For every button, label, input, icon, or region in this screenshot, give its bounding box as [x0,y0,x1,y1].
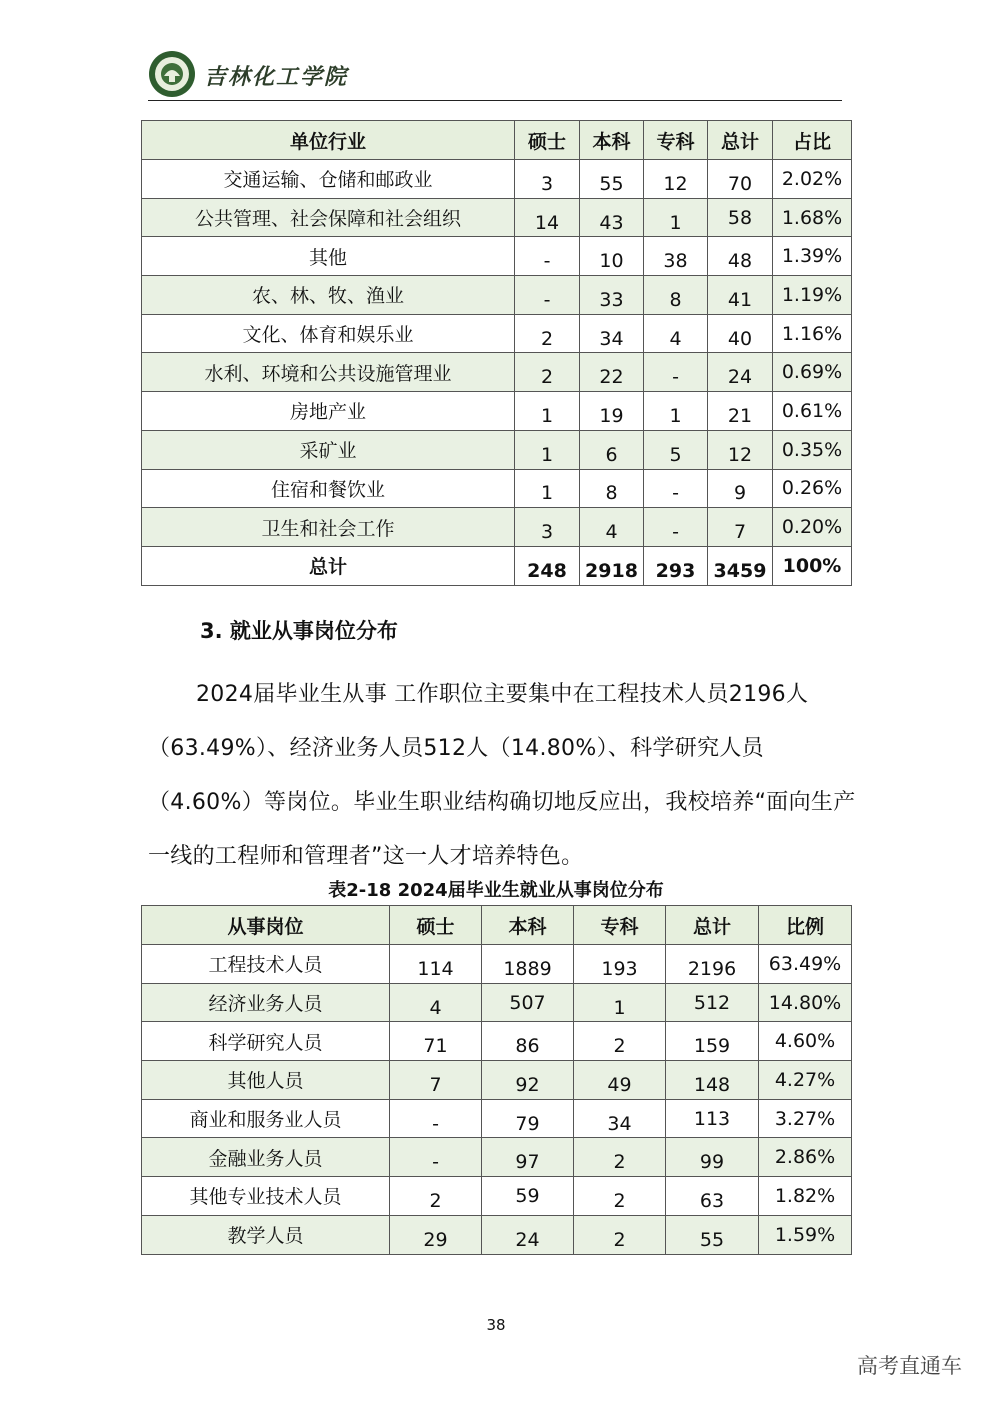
industry-cell: 采矿业 [142,430,515,469]
total-cell: 148 [666,1061,759,1100]
table-caption: 表2-18 2024届毕业生就业从事岗位分布 [328,880,664,901]
college-cell: 2 [574,1215,666,1254]
industry-cell: 水利、环境和公共设施管理业 [142,353,515,392]
table-row [142,314,852,353]
position-cell: 金融业务人员 [142,1138,390,1177]
college-cell: 1 [574,983,666,1022]
bachelor-cell: 86 [482,1022,574,1061]
col-header-industry: 单位行业 [142,121,515,160]
position-table [141,905,852,1255]
total-cell: 24 [708,353,773,392]
college-cell: 5 [644,430,708,469]
ratio-cell: 4.60% [759,1022,852,1061]
col-header-ratio: 比例 [759,906,852,945]
col-header-master: 硕士 [515,121,580,160]
industry-cell: 文化、体育和娱乐业 [142,314,515,353]
table-row [142,1061,852,1100]
body-paragraph: 2024届毕业生从事 工作职位主要集中在工程技术人员2196人（63.49%）、经济业务人员512人（14.80%）、科学研究人员（4.60%）等岗位。毕业生职业结构确切地反应出，我校培养“面向生产一线的工程师和管理者”这一人才培养特色。 [148,682,856,869]
table-header-row [142,121,852,160]
college-cell: 4 [644,314,708,353]
total-cell: 70 [708,160,773,199]
industry-cell: 卫生和社会工作 [142,508,515,547]
total-label: 总计 [142,546,515,585]
school-logo-icon [148,50,196,98]
table-row [142,1138,852,1177]
position-cell: 其他人员 [142,1061,390,1100]
col-header-bachelor: 本科 [580,121,644,160]
bachelor-cell: 34 [580,314,644,353]
ratio-cell: 1.39% [773,237,852,276]
bachelor-cell: 6 [580,430,644,469]
industry-table [141,120,852,586]
table-row [142,1177,852,1216]
bachelor-cell: 55 [580,160,644,199]
page-header [148,44,842,101]
master-cell: 29 [390,1215,482,1254]
bachelor-cell: 79 [482,1099,574,1138]
bachelor-cell: 22 [580,353,644,392]
total-cell: 159 [666,1022,759,1061]
bachelor-total: 2918 [580,546,644,585]
master-cell: - [515,276,580,315]
grand-total: 3459 [708,546,773,585]
total-cell: 2196 [666,945,759,984]
master-cell: 114 [390,945,482,984]
position-cell: 教学人员 [142,1215,390,1254]
ratio-cell: 4.27% [759,1061,852,1100]
college-cell: 38 [644,237,708,276]
bachelor-cell: 1889 [482,945,574,984]
college-cell: - [644,469,708,508]
table-row [142,237,852,276]
bachelor-cell: 24 [482,1215,574,1254]
position-cell: 其他专业技术人员 [142,1177,390,1216]
table-row [142,198,852,237]
master-cell: - [390,1099,482,1138]
table-row [142,1215,852,1254]
master-cell: 7 [390,1061,482,1100]
bachelor-cell: 92 [482,1061,574,1100]
total-cell: 7 [708,508,773,547]
table-header-row [142,906,852,945]
total-cell: 21 [708,392,773,431]
page-number: 38 [486,1316,506,1334]
master-cell: 2 [515,314,580,353]
master-cell: - [515,237,580,276]
col-header-master: 硕士 [390,906,482,945]
college-cell: 2 [574,1177,666,1216]
school-name: 吉林化工学院 [204,64,349,90]
ratio-cell: 1.68% [773,198,852,237]
master-cell: 14 [515,198,580,237]
position-cell: 经济业务人员 [142,983,390,1022]
ratio-total: 100% [773,546,852,585]
table-row [142,508,852,547]
total-cell: 12 [708,430,773,469]
ratio-cell: 0.69% [773,353,852,392]
college-cell: 1 [644,392,708,431]
col-header-college: 专科 [574,906,666,945]
ratio-cell: 2.02% [773,160,852,199]
total-cell: 63 [666,1177,759,1216]
master-cell: 1 [515,469,580,508]
master-cell: 1 [515,430,580,469]
master-cell: 4 [390,983,482,1022]
bachelor-cell: 4 [580,508,644,547]
total-cell: 9 [708,469,773,508]
college-cell: 34 [574,1099,666,1138]
ratio-cell: 1.82% [759,1177,852,1216]
college-total: 293 [644,546,708,585]
ratio-cell: 3.27% [759,1099,852,1138]
position-cell: 科学研究人员 [142,1022,390,1061]
col-header-total: 总计 [666,906,759,945]
bachelor-cell: 507 [482,983,574,1022]
col-header-ratio: 占比 [773,121,852,160]
total-cell: 58 [708,198,773,237]
master-total: 248 [515,546,580,585]
ratio-cell: 2.86% [759,1138,852,1177]
total-cell: 512 [666,983,759,1022]
table-row [142,1099,852,1138]
industry-cell: 其他 [142,237,515,276]
section-heading: 3. 就业从事岗位分布 [200,619,398,643]
table-row [142,1022,852,1061]
table-row [142,430,852,469]
position-cell: 商业和服务业人员 [142,1099,390,1138]
ratio-cell: 0.35% [773,430,852,469]
col-header-position: 从事岗位 [142,906,390,945]
col-header-total: 总计 [708,121,773,160]
college-cell: 49 [574,1061,666,1100]
college-cell: 193 [574,945,666,984]
industry-cell: 农、林、牧、渔业 [142,276,515,315]
bachelor-cell: 43 [580,198,644,237]
total-cell: 55 [666,1215,759,1254]
college-cell: - [644,353,708,392]
college-cell: 2 [574,1138,666,1177]
table-row [142,983,852,1022]
ratio-cell: 0.20% [773,508,852,547]
master-cell: 2 [390,1177,482,1216]
industry-cell: 公共管理、社会保障和社会组织 [142,198,515,237]
ratio-cell: 1.59% [759,1215,852,1254]
master-cell: - [390,1138,482,1177]
watermark: 高考直通车 [857,1354,962,1378]
total-cell: 113 [666,1099,759,1138]
college-cell: 8 [644,276,708,315]
table-row [142,160,852,199]
table-row [142,469,852,508]
col-header-college: 专科 [644,121,708,160]
college-cell: - [644,508,708,547]
total-row [142,546,852,585]
table-row [142,353,852,392]
total-cell: 48 [708,237,773,276]
position-cell: 工程技术人员 [142,945,390,984]
bachelor-cell: 59 [482,1177,574,1216]
total-cell: 41 [708,276,773,315]
ratio-cell: 0.61% [773,392,852,431]
col-header-bachelor: 本科 [482,906,574,945]
total-cell: 99 [666,1138,759,1177]
ratio-cell: 0.26% [773,469,852,508]
ratio-cell: 63.49% [759,945,852,984]
college-cell: 2 [574,1022,666,1061]
college-cell: 1 [644,198,708,237]
master-cell: 1 [515,392,580,431]
master-cell: 3 [515,160,580,199]
total-cell: 40 [708,314,773,353]
ratio-cell: 1.19% [773,276,852,315]
college-cell: 12 [644,160,708,199]
bachelor-cell: 19 [580,392,644,431]
master-cell: 71 [390,1022,482,1061]
ratio-cell: 14.80% [759,983,852,1022]
bachelor-cell: 8 [580,469,644,508]
industry-cell: 房地产业 [142,392,515,431]
table-row [142,945,852,984]
bachelor-cell: 33 [580,276,644,315]
industry-cell: 交通运输、仓储和邮政业 [142,160,515,199]
table-row [142,392,852,431]
master-cell: 3 [515,508,580,547]
ratio-cell: 1.16% [773,314,852,353]
master-cell: 2 [515,353,580,392]
industry-cell: 住宿和餐饮业 [142,469,515,508]
bachelor-cell: 97 [482,1138,574,1177]
bachelor-cell: 10 [580,237,644,276]
table-row [142,276,852,315]
